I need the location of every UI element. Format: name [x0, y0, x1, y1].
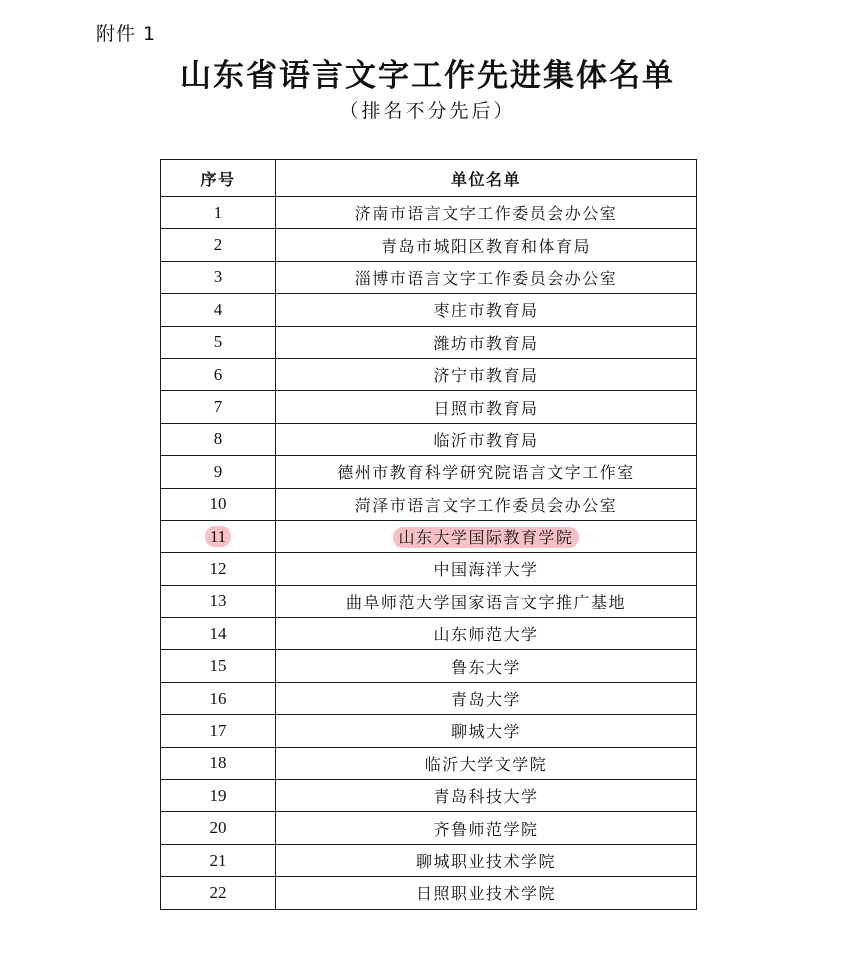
unit-name: 聊城职业技术学院 — [415, 852, 556, 871]
page-subtitle: （排名不分先后） — [339, 100, 516, 122]
table-row — [161, 650, 697, 682]
unit-name: 青岛科技大学 — [433, 787, 539, 807]
row-index: 15 — [209, 656, 227, 676]
row-index: 2 — [213, 235, 223, 255]
table-row — [161, 294, 697, 326]
row-index-cell — [161, 520, 276, 552]
column-header-name: 单位名单 — [276, 160, 697, 197]
row-index-cell — [161, 294, 276, 326]
row-index-cell — [161, 261, 276, 293]
row-index-cell — [161, 747, 276, 779]
unit-name: 青岛大学 — [450, 690, 521, 710]
table-row — [161, 391, 697, 423]
unit-name-cell — [276, 229, 697, 261]
table-header-row — [161, 160, 697, 197]
row-index-cell — [161, 553, 276, 585]
unit-name: 临沂大学文学院 — [424, 754, 548, 774]
row-index-cell — [161, 715, 276, 747]
row-index: 16 — [209, 688, 227, 708]
table-row — [161, 618, 697, 650]
unit-name-cell — [276, 423, 697, 455]
row-index-cell — [161, 229, 276, 261]
row-index: 5 — [213, 332, 223, 352]
row-index: 1 — [213, 202, 223, 222]
table-row — [161, 553, 697, 585]
row-index-cell — [161, 488, 276, 520]
row-index-cell — [161, 423, 276, 455]
row-index-cell — [161, 197, 276, 229]
row-index-cell — [161, 877, 276, 909]
unit-name-cell — [276, 553, 697, 585]
unit-name-cell — [276, 520, 697, 552]
table-row — [161, 423, 697, 455]
table-row — [161, 358, 697, 390]
unit-name: 鲁东大学 — [450, 657, 521, 677]
row-index: 19 — [209, 785, 227, 805]
table-row — [161, 844, 697, 876]
table-row — [161, 261, 697, 293]
row-index: 12 — [209, 558, 227, 578]
row-index: 22 — [209, 882, 227, 902]
row-index: 11 — [205, 526, 231, 547]
unit-name-cell — [276, 747, 697, 779]
row-index-cell — [161, 682, 276, 714]
unit-list-table — [160, 159, 697, 910]
table-row — [161, 520, 697, 552]
unit-name-cell — [276, 682, 697, 714]
unit-name-cell — [276, 456, 697, 488]
row-index-cell — [161, 812, 276, 844]
unit-name-cell — [276, 715, 697, 747]
unit-name: 日照市教育局 — [433, 398, 539, 418]
unit-name-cell — [276, 812, 697, 844]
page-title: 山东省语言文字工作先进集体名单 — [180, 58, 675, 94]
table-row — [161, 197, 697, 229]
table-row — [161, 456, 697, 488]
unit-name: 聊城大学 — [450, 722, 521, 742]
unit-name-cell — [276, 197, 697, 229]
table-row — [161, 488, 697, 520]
row-index-cell — [161, 358, 276, 390]
table-row — [161, 229, 697, 261]
unit-name-cell — [276, 650, 697, 682]
unit-name: 淄博市语言文字工作委员会办公室 — [354, 268, 618, 288]
table-row — [161, 715, 697, 747]
table-row — [161, 812, 697, 844]
unit-name: 枣庄市教育局 — [433, 301, 539, 321]
unit-name-cell — [276, 391, 697, 423]
row-index: 18 — [209, 753, 227, 773]
unit-name: 德州市教育科学研究院语言文字工作室 — [337, 463, 635, 483]
row-index: 14 — [209, 623, 227, 643]
row-index-cell — [161, 391, 276, 423]
unit-name: 中国海洋大学 — [433, 560, 539, 580]
table-body — [161, 197, 697, 910]
unit-name-cell — [276, 326, 697, 358]
row-index: 17 — [209, 720, 227, 740]
unit-name-cell — [276, 780, 697, 812]
row-index: 8 — [213, 429, 223, 449]
table-row — [161, 682, 697, 714]
unit-name: 潍坊市教育局 — [433, 333, 539, 353]
row-index-cell — [161, 650, 276, 682]
table-row — [161, 877, 697, 909]
unit-name-cell — [276, 358, 697, 390]
row-index-cell — [161, 618, 276, 650]
unit-name: 济宁市教育局 — [433, 366, 539, 386]
row-index: 20 — [209, 818, 227, 838]
unit-name: 曲阜师范大学国家语言文字推广基地 — [345, 592, 626, 612]
unit-name-cell — [276, 877, 697, 909]
row-index: 21 — [209, 850, 227, 870]
row-index: 3 — [213, 267, 223, 287]
table-row — [161, 585, 697, 617]
column-header-index: 序号 — [161, 160, 276, 197]
table-row — [161, 326, 697, 358]
row-index-cell — [161, 326, 276, 358]
unit-name-cell — [276, 261, 697, 293]
table-row — [161, 780, 697, 812]
unit-name-cell — [276, 488, 697, 520]
unit-name-cell — [276, 294, 697, 326]
unit-name: 青岛市城阳区教育和体育局 — [380, 236, 591, 256]
unit-name-cell — [276, 585, 697, 617]
row-index: 9 — [213, 461, 223, 481]
row-index: 13 — [209, 591, 227, 611]
attachment-label: 附件 1 — [96, 23, 157, 45]
unit-name: 临沂市教育局 — [433, 430, 539, 450]
unit-name-cell — [276, 618, 697, 650]
unit-name: 山东师范大学 — [433, 625, 539, 645]
table-row — [161, 747, 697, 779]
row-index-cell — [161, 585, 276, 617]
unit-name: 济南市语言文字工作委员会办公室 — [354, 204, 618, 224]
unit-name-cell — [276, 844, 697, 876]
unit-name: 山东大学国际教育学院 — [393, 527, 578, 548]
row-index: 7 — [213, 397, 223, 417]
row-index: 4 — [213, 299, 223, 319]
row-index-cell — [161, 456, 276, 488]
row-index-cell — [161, 844, 276, 876]
unit-name: 日照职业技术学院 — [415, 884, 556, 904]
row-index: 6 — [213, 364, 223, 384]
unit-name: 菏泽市语言文字工作委员会办公室 — [354, 495, 618, 515]
unit-name: 齐鲁师范学院 — [433, 819, 539, 839]
row-index-cell — [161, 780, 276, 812]
row-index: 10 — [209, 494, 227, 514]
